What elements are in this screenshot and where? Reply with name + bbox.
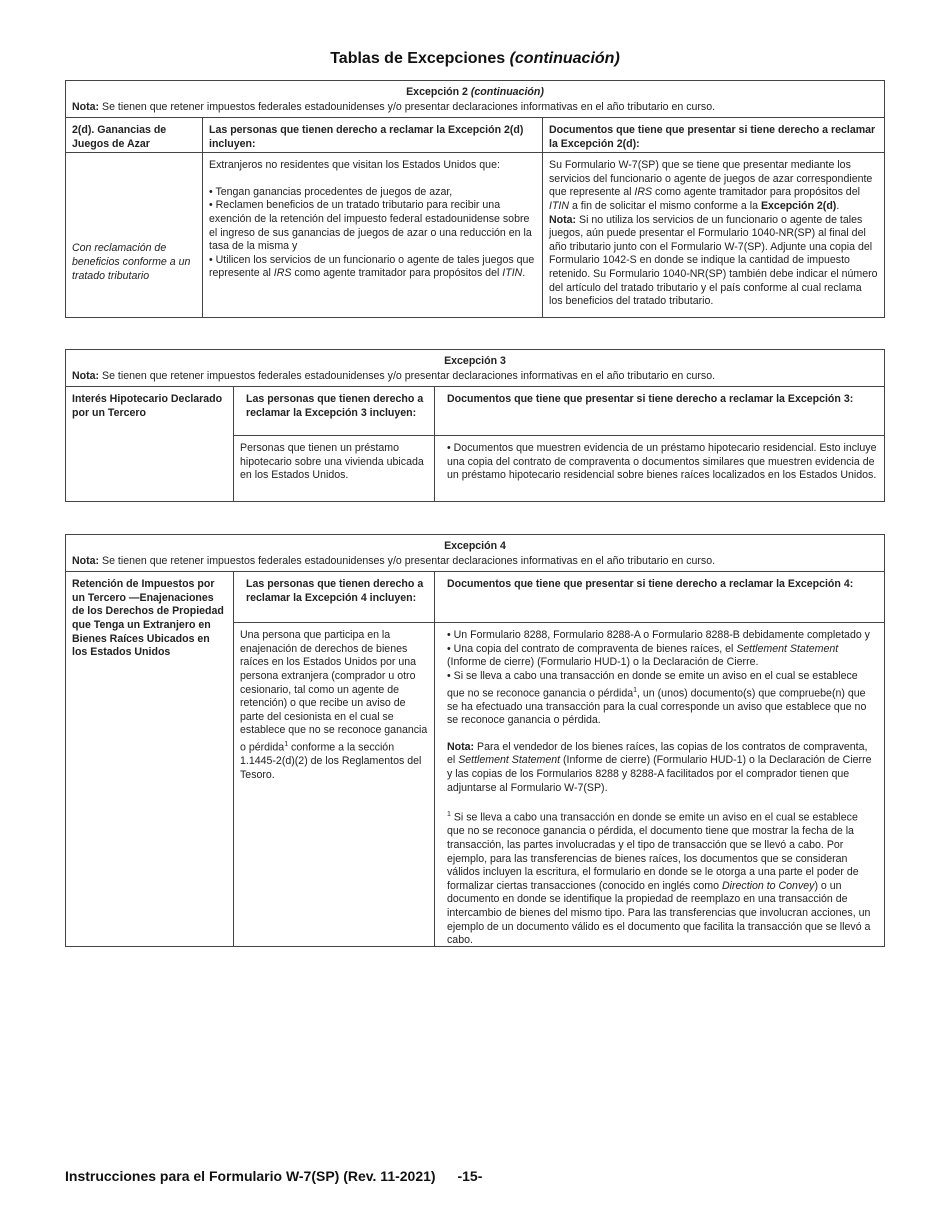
exception-4-grid	[66, 572, 884, 947]
exception-2-col1-text: Con reclamación de beneficios conforme a un tratado tributario	[72, 242, 191, 282]
exception-4-table	[65, 534, 885, 947]
exception-2-col3-body	[542, 152, 884, 318]
exception-3-col2-header: Las personas que tienen derecho a reclamar la Excepción 3 incluyen:	[233, 387, 434, 435]
exception-2-bullet: • Reclamen beneficios de un tratado tributario para recibir una exención de la retención del impuesto federal estadounidense sobre el ingreso de sus ganancias de juegos de azar o una reducción en la tasa de la misma y	[209, 199, 532, 253]
exception-3-table	[65, 349, 885, 502]
note-text: Se tienen que retener impuestos federales estadounidenses y/o presentar declaraciones informativas en el año tributario en curso.	[102, 100, 716, 113]
exception-3-header	[66, 350, 884, 387]
page-footer	[65, 1168, 482, 1184]
exception-3-col3-header: Documentos que tiene que presentar si tiene derecho a reclamar la Excepción 3:	[434, 387, 884, 435]
exception-2-docs-note: Nota: Si no utiliza los servicios de un funcionario o agente de tales juegos, aún puede presentar el Formulario 1040-NR(SP) al final del año tributario junto con el Formulario W-7(SP). Adjunte una copia del Formulario 1042-S en donde se indique la cantidad de impuesto retenido. Su Formulario 1040-NR(SP) también debe indicar el número del artículo del tratado tributario y el país conforme al cual reclama los beneficios del tratado tributario.	[549, 213, 878, 308]
exception-4-title: Excepción 4	[444, 540, 506, 552]
exception-4-footnote: $^1$ Si se lleva a cabo una transacción en donde se emite un aviso en el cual se establece que no se reconoce ganancia o pérdida, el documento tiene que mostrar la fecha de la transacción, las partes involucradas y el tipo de transacción que se llevó a cabo. Por ejemplo, para las transferencias de bienes raíces, los documentos que se consideran válidos incluyen la escritura, el formulario en donde se le otorga a una parte el poder de formalizar ciertas transacciones (conocido en inglés como Direction to Convey) o un documento en donde se identifique la propiedad de reemplazo en una transacción de intercambio de bienes del mismo tipo. Para las transferencias que involucran acciones, un ejemplo de un documento válido es el documento que facilita la transacción que se llevó a cabo.	[447, 811, 871, 947]
exception-3-note	[72, 370, 878, 384]
exception-2-title-suffix: (continuación)	[470, 86, 544, 98]
exception-4-header	[66, 535, 884, 572]
exception-2-col1-body	[66, 152, 202, 318]
exception-2-col2-header: Las personas que tienen derecho a reclamar la Excepción 2(d) incluyen:	[202, 118, 542, 152]
exception-2-intro: Extranjeros no residentes que visitan los Estados Unidos que:	[209, 159, 500, 172]
exception-3-title: Excepción 3	[444, 355, 506, 367]
exception-3-grid	[66, 387, 884, 502]
exception-2-title-text: Excepción 2	[406, 86, 468, 98]
footer-form-title: Instrucciones para el Formulario W-7(SP) (Rev. 11-2021)	[65, 1168, 436, 1184]
exception-4-col2-body	[233, 622, 434, 947]
exception-4-note	[72, 555, 878, 569]
exception-2-docs-paragraph: Su Formulario W-7(SP) que se tiene que presentar mediante los servicios del funcionario o agente de juegos de azar correspondiente que represente al IRS como agente tramitador para propósitos del ITIN a fin de solicitar el mismo conforme a la Excepción 2(d).	[549, 159, 873, 212]
exception-3-col3-body: • Documentos que muestren evidencia de un préstamo hipotecario residencial. Esto incluye una copia del contrato de compraventa o documentos similares que muestren evidencia de un préstamo hipotecario residencial sobre bienes raíces localizados en los Estados Unidos.	[434, 435, 884, 502]
exception-4-bullet: • Un Formulario 8288, Formulario 8288-A o Formulario 8288-B debidamente completado y	[447, 629, 870, 642]
exception-4-col1-header: Retención de Impuestos por un Tercero —Enajenaciones de los Derechos de Propiedad que Tenga un Extranjero en Bienes Raíces Ubicados en los Estados Unidos	[72, 578, 224, 659]
exception-2-table	[65, 80, 885, 318]
exception-4-col3-header: Documentos que tiene que presentar si tiene derecho a reclamar la Excepción 4:	[434, 572, 884, 622]
exception-4-bullet: • Una copia del contrato de compraventa de bienes raíces, el Settlement Statement (Informe de cierre) (Formulario HUD-1) o la Declaración de Cierre.	[447, 642, 839, 669]
exception-4-note-paragraph: Nota: Para el vendedor de los bienes raíces, las copias de los contratos de compraventa, el Settlement Statement (Informe de cierre) (Formulario HUD-1) o la Declaración de Cierre y las copias de los Formularios 8288 y 8288-A facilitados por el comprador tienen que adjuntarse al Formulario W-7(SP).	[447, 740, 872, 794]
note-label: Nota:	[72, 369, 100, 382]
exception-2-note	[72, 101, 878, 115]
exception-2-col1-header: 2(d). Ganancias de Juegos de Azar	[72, 124, 167, 150]
exception-4-col2-header: Las personas que tienen derecho a reclamar la Excepción 4 incluyen:	[233, 572, 434, 622]
exception-4-eligibility-text: Una persona que participa en la enajenación de derechos de bienes raíces en los Estados Unidos por una persona extranjera (comprador u otro cesionario, tal como un agente de retención) o que recibe un aviso de parte del cesionista en el cual se establece que no se reconoce ganancia o pérdida$^1$ conforme a la sección 1.1445-2(d)(2) de los Reglamentos del Tesoro.	[240, 629, 428, 781]
exception-2-title	[72, 86, 878, 100]
exception-4-bullet: • Si se lleva a cabo una transacción en donde se emite un aviso en el cual se establece que no se reconoce ganancia o pérdida$^1$, un (unos) documento(s) que compruebe(n) que se ha efectuado una transacción para la cual corresponde un aviso que establece que no se reconoce ganancia o pérdida.	[447, 669, 867, 727]
note-text: Se tienen que retener impuestos federales estadounidenses y/o presentar declaraciones informativas en el año tributario en curso.	[102, 554, 716, 567]
exception-2-col3-header: Documentos que tiene que presentar si tiene derecho a reclamar la Excepción 2(d):	[542, 118, 884, 152]
note-text: Se tienen que retener impuestos federales estadounidenses y/o presentar declaraciones informativas en el año tributario en curso.	[102, 369, 716, 382]
note-label: Nota:	[72, 554, 100, 567]
exception-4-col3-body	[434, 622, 884, 947]
exception-3-col1-header: Interés Hipotecario Declarado por un Tercero	[72, 393, 223, 419]
exception-2-header	[66, 81, 884, 118]
page-title-text: Tablas de Excepciones	[330, 50, 506, 67]
note-label: Nota:	[72, 100, 100, 113]
exception-2-grid	[66, 118, 884, 318]
page-number: -15-	[457, 1168, 483, 1184]
page-title-suffix: (continuación)	[509, 50, 620, 67]
exception-3-col2-body: Personas que tienen un préstamo hipotecario sobre una vivienda ubicada en los Estados Unidos.	[233, 435, 434, 502]
page-title	[0, 50, 950, 68]
exception-2-bullet: • Utilicen los servicios de un funcionario o agente de tales juegos que represente al IRS como agente tramitador para propósitos del ITIN.	[209, 253, 535, 280]
exception-2-col2-body	[202, 152, 542, 318]
exception-2-bullet: • Tengan ganancias procedentes de juegos de azar,	[209, 185, 453, 198]
